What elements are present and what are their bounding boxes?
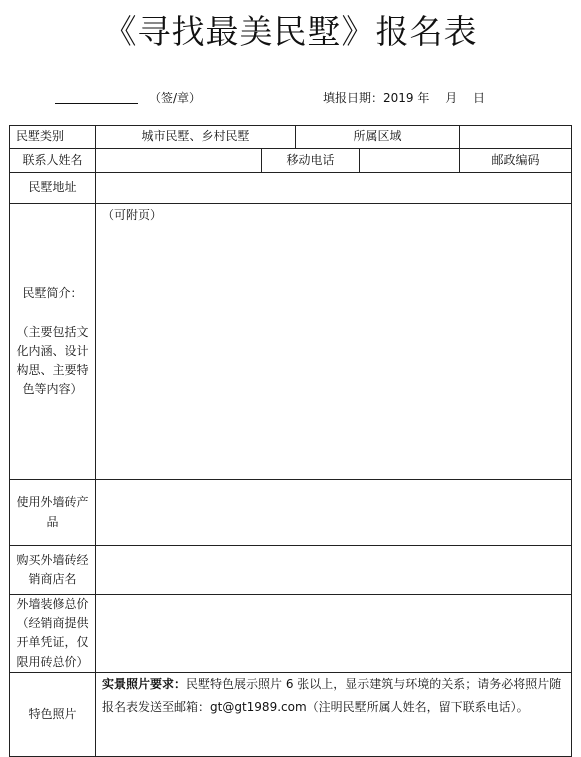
dealer-label: 购买外墙砖经销商店名 bbox=[10, 546, 96, 595]
address-field[interactable] bbox=[96, 173, 572, 204]
fill-date bbox=[323, 89, 497, 106]
signature-line[interactable] bbox=[55, 103, 138, 104]
address-label: 民墅地址 bbox=[10, 173, 96, 204]
form-title: 《寻找最美民墅》报名表 bbox=[103, 12, 478, 51]
intro-attach-note: （可附页） bbox=[102, 208, 163, 222]
signature-label: （签/章） bbox=[149, 91, 202, 105]
contact-field[interactable] bbox=[96, 149, 262, 173]
date-year-label: 填报日期：2019 年 bbox=[323, 91, 430, 105]
contact-label: 联系人姓名 bbox=[10, 149, 96, 173]
intro-label: 民墅简介： bbox=[22, 285, 83, 300]
postcode-label: 邮政编码 bbox=[460, 149, 572, 173]
price-field[interactable] bbox=[96, 595, 572, 673]
intro-hint: （主要包括文化内涵、设计构思、主要特色等内容） bbox=[16, 324, 89, 397]
date-day-label: 日 bbox=[473, 91, 486, 105]
tile-field[interactable] bbox=[96, 480, 572, 546]
photo-req-title: 实景照片要求： bbox=[102, 676, 187, 691]
category-label: 民墅类别 bbox=[10, 126, 96, 149]
registration-table bbox=[9, 125, 572, 757]
date-month-label: 月 bbox=[445, 91, 458, 105]
dealer-field[interactable] bbox=[96, 546, 572, 595]
price-label: 外墙装修总价（经销商提供开单凭证，仅限用砖总价） bbox=[10, 595, 96, 673]
region-label: 所属区域 bbox=[296, 126, 460, 149]
region-field[interactable] bbox=[460, 126, 572, 149]
photo-label: 特色照片 bbox=[10, 672, 96, 756]
photo-req-text: 民墅特色展示照片 6 张以上，显示建筑与环境的关系；请务必将照片随报名表发送至邮箱：gt@gt1989.com（注明民墅所属人姓名，留下联系电话）。 bbox=[102, 676, 562, 714]
intro-label-cell bbox=[10, 204, 96, 480]
mobile-label: 移动电话 bbox=[262, 149, 360, 173]
mobile-field[interactable] bbox=[360, 149, 460, 173]
photo-requirements bbox=[96, 672, 572, 756]
category-value[interactable]: 城市民墅、乡村民墅 bbox=[96, 126, 296, 149]
tile-label: 使用外墙砖产品 bbox=[10, 480, 96, 546]
intro-field[interactable] bbox=[96, 204, 572, 480]
